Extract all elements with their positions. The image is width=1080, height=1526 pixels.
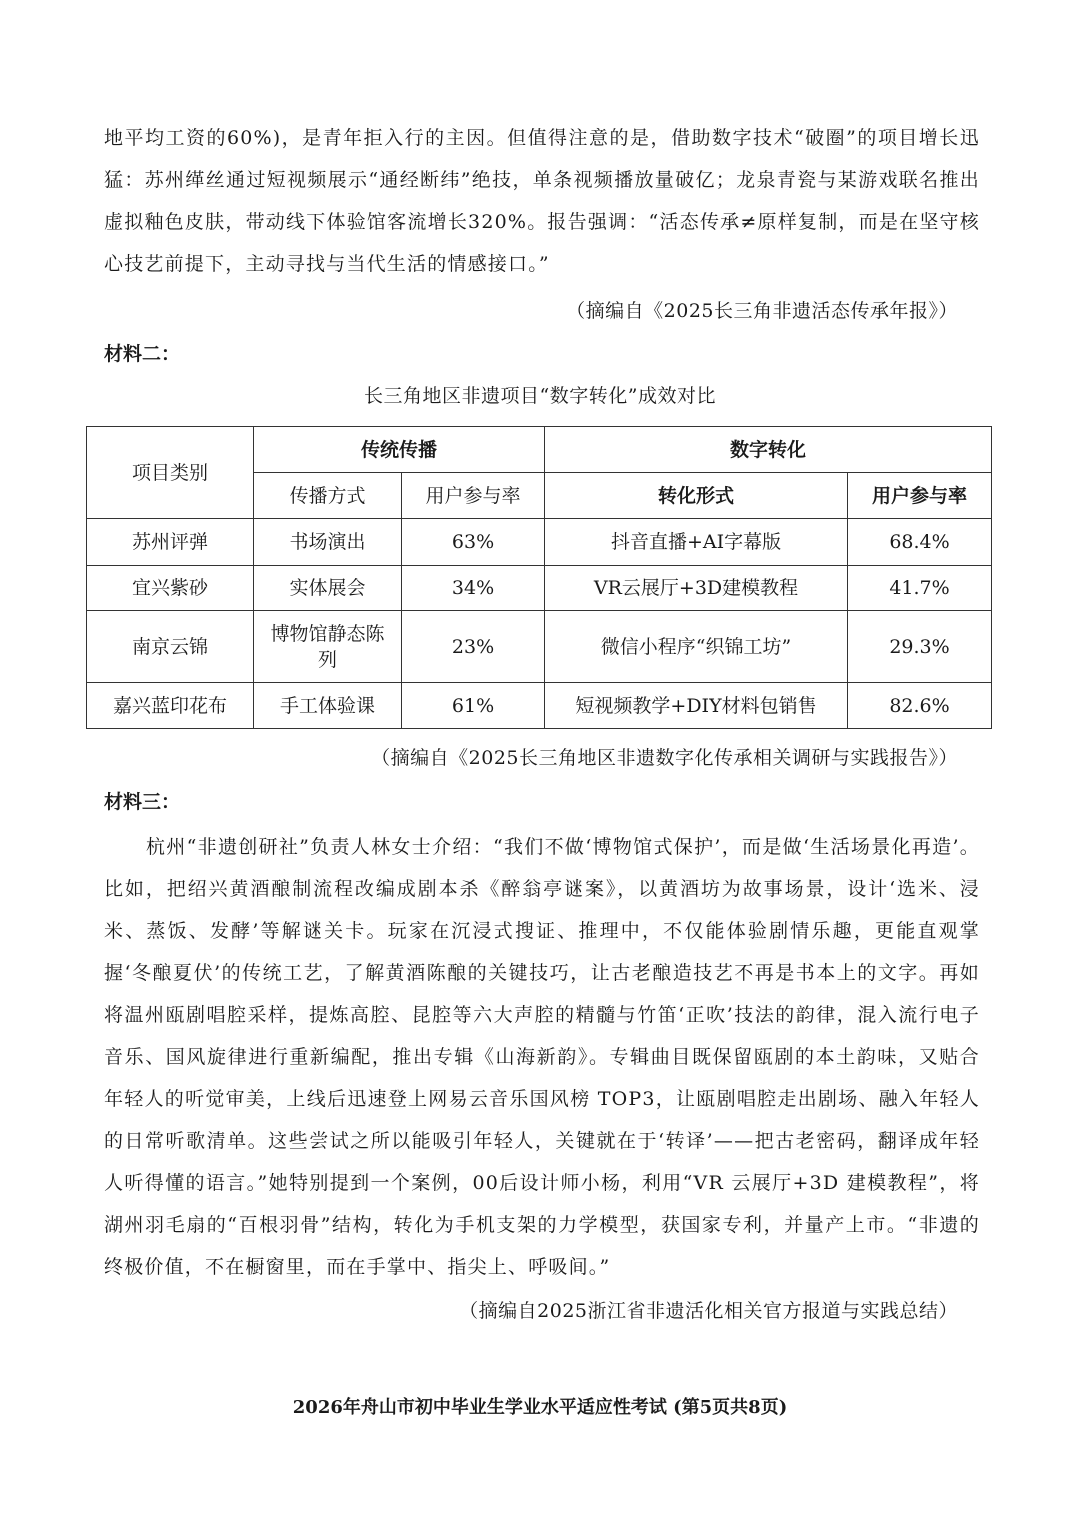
cell-digital-form: 抖音直播+AI字幕版 xyxy=(545,519,848,566)
cell-trad-method: 手工体验课 xyxy=(254,683,402,729)
cell-project: 嘉兴蓝印花布 xyxy=(87,683,254,729)
cell-project: 苏州评弹 xyxy=(87,519,254,566)
header-traditional: 传统传播 xyxy=(254,427,545,473)
cell-trad-rate: 23% xyxy=(402,611,545,683)
header-trad-method: 传播方式 xyxy=(254,473,402,519)
cell-digital-rate: 82.6% xyxy=(848,683,992,729)
material3-paragraph: 杭州“非遗创研社”负责人林女士介绍：“我们不做‘博物馆式保护’，而是做‘生活场景化再造’。比如，把绍兴黄酒酿制流程改编成剧本杀《醉翁亭谜案》，以黄酒坊为故事场景，设计‘选米、浸米、蒸饭、发酵’等解谜关卡。玩家在沉浸式搜证、推理中，不仅能体验剧情乐趣，更能直观掌握‘冬酿夏伏’的传统工艺，了解黄酒陈酿的关键技巧，让古老酿造技艺不再是书本上的文字。再如将温州瓯剧唱腔采样，提炼高腔、昆腔等六大声腔的精髓与竹笛‘正吹’技法的韵律，混入流行电子音乐、国风旋律进行重新编配，推出专辑《山海新韵》。专辑曲目既保留瓯剧的本土韵味，又贴合年轻人的听觉审美，上线后迅速登上网易云音乐国风榜 TOP3，让瓯剧唱腔走出剧场、融入年轻人的日常听歌清单。这些尝试之所以能吸引年轻人，关键就在于‘转译’——把古老密码，翻译成年轻人听得懂的语言。”她特别提到一个案例，00后设计师小杨，利用“VR 云展厅+3D 建模教程”，将湖州羽毛扇的“百根羽骨”结构，转化为手机支架的力学模型，获国家专利，并量产上市。“非遗的终极价值，不在橱窗里，而在手掌中、指尖上、呼吸间。” xyxy=(104,836,980,1278)
cell-digital-rate: 41.7% xyxy=(848,566,992,611)
cell-trad-rate: 63% xyxy=(402,519,545,566)
material2-label: 材料二： xyxy=(104,343,181,365)
table-title: 长三角地区非遗项目“数字转化”成效对比 xyxy=(364,385,716,407)
cell-project: 宜兴紫砂 xyxy=(87,566,254,611)
cell-trad-method: 书场演出 xyxy=(254,519,402,566)
material1-source: （摘编自《2025长三角非遗活态传承年报》） xyxy=(566,300,958,322)
cell-trad-rate: 34% xyxy=(402,566,545,611)
cell-trad-method: 博物馆静态陈列 xyxy=(254,611,402,683)
table-row xyxy=(87,683,992,729)
cell-digital-form: 短视频教学+DIY材料包销售 xyxy=(545,683,848,729)
cell-trad-method: 实体展会 xyxy=(254,566,402,611)
header-digital: 数字转化 xyxy=(545,427,992,473)
material3-label: 材料三： xyxy=(104,791,181,813)
page-footer: 2026年舟山市初中毕业生学业水平适应性考试 (第5页共8页) xyxy=(292,1397,788,1418)
table-row xyxy=(87,611,992,683)
material3-source: （摘编自2025浙江省非遗活化相关官方报道与实践总结） xyxy=(459,1300,958,1322)
header-trad-rate: 用户参与率 xyxy=(402,473,545,519)
header-digital-rate: 用户参与率 xyxy=(848,473,992,519)
cell-project: 南京云锦 xyxy=(87,611,254,683)
header-digital-form: 转化形式 xyxy=(545,473,848,519)
cell-digital-form: VR云展厅+3D建模教程 xyxy=(545,566,848,611)
comparison-table xyxy=(86,426,992,729)
table-row xyxy=(87,566,992,611)
table-header-row xyxy=(87,427,992,473)
cell-digital-form: 微信小程序“织锦工坊” xyxy=(545,611,848,683)
material2-source: （摘编自《2025长三角地区非遗数字化传承相关调研与实践报告》） xyxy=(371,747,958,769)
header-category: 项目类别 xyxy=(87,427,254,519)
cell-trad-rate: 61% xyxy=(402,683,545,729)
cell-digital-rate: 68.4% xyxy=(848,519,992,566)
table-row xyxy=(87,519,992,566)
cell-digital-rate: 29.3% xyxy=(848,611,992,683)
material1-tail-paragraph: 地平均工资的60%)，是青年拒入行的主因。但值得注意的是，借助数字技术“破圈”的项目增长迅猛：苏州缂丝通过短视频展示“通经断纬”绝技，单条视频播放量破亿；龙泉青瓷与某游戏联名推出虚拟釉色皮肤，带动线下体验馆客流增长320%。报告强调：“活态传承≠原样复制，而是在坚守核心技艺前提下，主动寻找与当代生活的情感接口。” xyxy=(104,127,980,275)
